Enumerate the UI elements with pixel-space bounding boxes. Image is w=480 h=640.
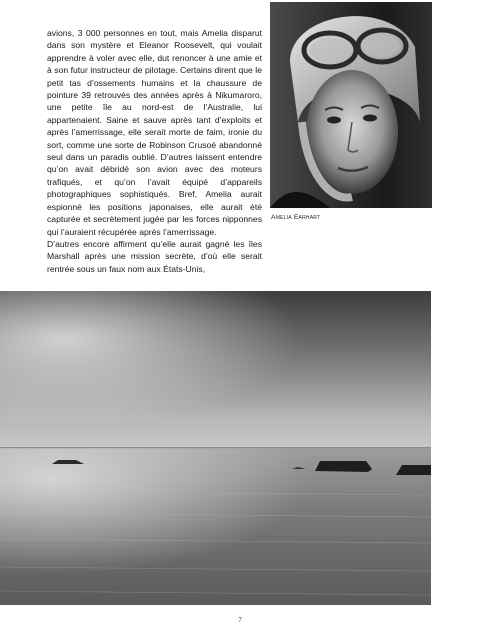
article-body — [47, 27, 262, 275]
seascape-photo — [0, 291, 431, 605]
article-paragraph-1: avions, 3 000 personnes en tout, mais Amelia disparut dans son mystère et Eleanor Roosevelt, qui voulait apprendre à voler avec elle, dut renoncer à une amie et à son futur instructeur de pilotage. Certains dirent que le petit tas d’ossements humains et la chaussure de pointure 39 retrouvés des années après à Nikumaroro, une petite île au nord-est de l’Australie, lui appartenaient. Saine et sauve après tant d’exploits et après l’amerrissage, elle serait morte de faim, ironie du sort, comme une sorte de Robinson Crusoé abandonné seul dans un paradis oublié. D’autres laissent entendre qu’on avait débridé son avion avec des moteurs trafiqués, et qu’on l’avait équipé d’appareils photographiques sophistiqués. Bref, Amelia aurait espionné les positions japonaises, elle aurait été capturée et secrètement jugée par les forces nipponnes qui l’auraient récupérée après l’amerrissage. — [47, 28, 262, 237]
page-number: 7 — [238, 616, 242, 624]
article-paragraph-2: D’autres encore affirment qu’elle aurait gagné les îles Marshall après une mission secrète, d’où elle serait rentrée sous un faux nom aux États-Unis, — [47, 238, 262, 274]
portrait-photo — [270, 2, 432, 208]
portrait-caption: Amelia Earhart — [271, 214, 321, 221]
